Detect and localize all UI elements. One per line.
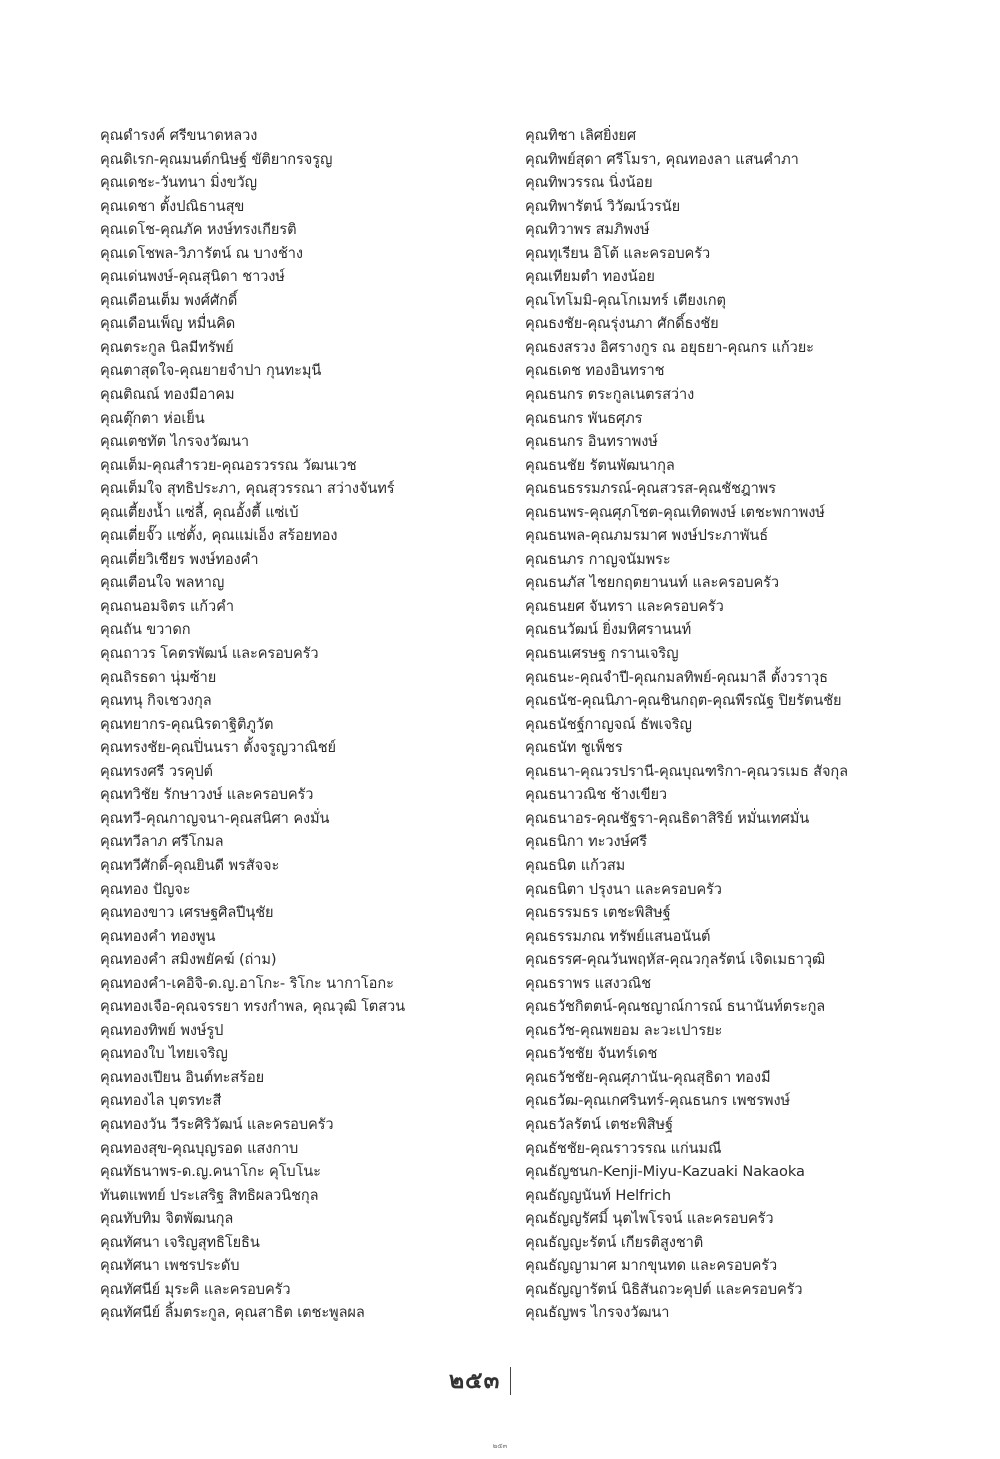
- name-entry: คุณธนิกา ทะวงษ์ศรี: [525, 833, 647, 851]
- name-entry: คุณถัน ขวาดก: [100, 621, 191, 639]
- name-entry: คุณเดชา ตั้งปณิธานสุข: [100, 197, 245, 215]
- name-entry: คุณธวัชกิตตน์-คุณชญาณ์การณ์ ธนานันท์ตระกูล: [525, 998, 826, 1016]
- name-entry: คุณถาวร โคตรพัฒน์ และครอบครัว: [100, 645, 319, 663]
- name-entry: คุณเต็มใจ สุทธิประภา, คุณสุวรรณา สว่างจันทร์: [100, 480, 395, 498]
- name-entry: คุณทวีศักดิ์-คุณยินดี พรสัจจะ: [100, 856, 280, 874]
- name-entry: คุณทองคำ ทองพูน: [100, 927, 216, 945]
- name-entry: คุณธนาอร-คุณชัฐรา-คุณธิดาสิริย์ หมั่นเทศมั่น: [525, 809, 810, 827]
- name-entry: คุณทองวัน วีระศิริวัฒน์ และครอบครัว: [100, 1115, 334, 1133]
- name-entry: คุณทุเรียน อิโต้ และครอบครัว: [525, 244, 711, 262]
- name-entry: คุณทัธนาพร-ด.ญ.คนาโกะ คุโบโนะ: [100, 1163, 321, 1181]
- name-entry: คุณธัญชนก-Kenji-Miyu-Kazuaki Nakaoka: [525, 1163, 805, 1181]
- name-entry: คุณธัญพร ไกรจงวัฒนา: [525, 1304, 670, 1322]
- name-entry: คุณธนะ-คุณจำปี-คุณกมลทิพย์-คุณมาลี ตั้งวราวุธ: [525, 668, 828, 686]
- name-entry: คุณตาสุดใจ-คุณยายจำปา กุนทะมุนี: [100, 362, 322, 380]
- name-entry: คุณเดโช-คุณภัค หงษ์ทรงเกียรติ: [100, 221, 297, 239]
- name-entry: คุณธวัชชัย-คุณศุภานัน-คุณสุธิดา ทองมี: [525, 1068, 771, 1086]
- name-entry: คุณทองสุข-คุณบุญรอด แสงกาบ: [100, 1139, 299, 1157]
- name-entry: คุณธรรมภณ ทรัพย์แสนอนันต์: [525, 927, 711, 945]
- name-entry: คุณเตชทัต ไกรจงวัฒนา: [100, 433, 249, 451]
- name-entry: คุณธัชชัย-คุณราวรรณ แก่นมณี: [525, 1139, 722, 1157]
- name-entry: คุณธัญญารัตน์ นิธิสันถวะคุปต์ และครอบครัว: [525, 1280, 803, 1298]
- name-entry: คุณธัญญะรัตน์ เกียรติสูงชาติ: [525, 1233, 704, 1251]
- name-entry: คุณธนัท ชูเพ็ชร: [525, 739, 623, 757]
- name-entry: คุณธนชัย รัตนพัฒนากุล: [525, 456, 675, 474]
- page-number: ๒๕๓: [449, 1368, 501, 1394]
- name-entry: คุณเต็ม-คุณสำรวย-คุณอรวรรณ วัฒนเวช: [100, 456, 357, 474]
- name-entry: คุณธนเศรษฐ กรานเจริญ: [525, 645, 679, 663]
- name-entry: คุณทนุ กิจเชวงกุล: [100, 692, 212, 710]
- name-entry: คุณทิพวรรณ นิ่งน้อย: [525, 174, 653, 192]
- name-entry: คุณธนกร อินทราพงษ์: [525, 433, 658, 451]
- name-entry: คุณธนภร กาญจนัมพระ: [525, 550, 671, 568]
- name-entry: คุณดำรงค์ ศรีขนาดหลวง: [100, 127, 258, 144]
- name-entry: คุณทองเปียน อินต์ทะสร้อย: [100, 1068, 265, 1086]
- name-entry: คุณเตี้ยงน้ำ แซ่ลี้, คุณอั้งตี้ แซ่เบ้: [100, 503, 299, 521]
- name-entry: คุณทอง ปัญจะ: [100, 880, 191, 898]
- page-number-small: ๒๕๓: [492, 1442, 508, 1450]
- name-entry: คุณธนัชฐ์กาญจณ์ ธัพเจริญ: [525, 715, 692, 733]
- name-entry: คุณทวีลาภ ศรีโกมล: [100, 833, 224, 851]
- name-entry: คุณธนวัฒน์ ยิ่งมหิศรานนท์: [525, 621, 692, 639]
- name-entry: คุณธนาวณิช ช้างเขียว: [525, 786, 667, 804]
- name-entry: คุณติณณ์ ทองมีอาคม: [100, 386, 235, 404]
- name-entry: คุณดิเรก-คุณมนต์กนิษฐ์ ขัติยากรจรูญ: [100, 150, 333, 168]
- name-entry: คุณเทียมตำ ทองน้อย: [525, 268, 655, 286]
- name-entry: คุณธนภัส ไชยกฤตยานนท์ และครอบครัว: [525, 574, 779, 592]
- name-entry: คุณทองเจือ-คุณจรรยา ทรงกำพล, คุณวุฒิ โตสวน: [100, 998, 405, 1016]
- page-number-divider: [510, 1367, 511, 1395]
- name-entry: คุณทรงชัย-คุณปิ่นนรา ตั้งจรูญวาณิชย์: [100, 739, 337, 757]
- name-entry: คุณธนิตา ปรุงนา และครอบครัว: [525, 880, 722, 898]
- name-entry: คุณถนอมจิตร แก้วคำ: [100, 597, 234, 615]
- name-entry: คุณธรรศ-คุณวันพฤหัส-คุณวกุลรัตน์ เจิดเมธาวุฒิ: [525, 951, 826, 969]
- name-entry: คุณธัญญามาศ มากขุนทด และครอบครัว: [525, 1257, 778, 1275]
- name-entry: คุณทวี-คุณกาญจนา-คุณสนิศา คงมั่น: [100, 809, 330, 827]
- name-entry: คุณธงสรวง อิศรางกูร ณ อยุธยา-คุณกร แก้วยะ: [525, 338, 814, 356]
- name-entry: คุณธนิต แก้วสม: [525, 856, 626, 874]
- name-entry: คุณธนกร พันธศุภร: [525, 409, 643, 427]
- name-entry: ทันตแพทย์ ประเสริฐ สิทธิผลวนิชกุล: [100, 1186, 319, 1204]
- name-entry: คุณธนา-คุณวรปรานี-คุณบุณฑริกา-คุณวรเมธ สัจกุล: [525, 762, 848, 780]
- name-entry: คุณทยากร-คุณนิรดาฐิติภูวัต: [100, 715, 274, 733]
- name-entry: คุณเดโชพล-วิภารัตน์ ณ บางช้าง: [100, 244, 303, 262]
- name-entry: คุณทิพย์สุดา ศรีโมรา, คุณทองลา แสนคำภา: [525, 150, 799, 168]
- name-entry: คุณธนัช-คุณนิภา-คุณชินกฤต-คุณพีรณัฐ ปิยรัตนชัย: [525, 692, 842, 710]
- name-entry: คุณเตือนใจ พลหาญ: [100, 574, 225, 592]
- name-entry: คุณเตี่ยจั๊ว แซ่ตั้ง, คุณแม่เอ็ง สร้อยทอง: [100, 527, 338, 545]
- name-entry: คุณธนธรรมภรณ์-คุณสวรส-คุณชัชฎาพร: [525, 480, 776, 498]
- name-entry: คุณธวัลรัตน์ เตชะพิสิษฐ์: [525, 1115, 673, 1133]
- name-entry: คุณธัญญนันท์ Helfrich: [525, 1186, 672, 1204]
- name-entry: คุณทองคำ-เคอิจิ-ด.ญ.อาโกะ- ริโกะ นากาโอกะ: [100, 974, 394, 992]
- name-entry: คุณเดือนเต็ม พงศ์ศักดิ์: [100, 291, 238, 309]
- name-entry: คุณทองใบ ไทยเจริญ: [100, 1045, 228, 1063]
- name-entry: คุณทรงศรี วรคุปต์: [100, 762, 213, 780]
- name-entry: คุณตุ๊กตา ห่อเย็น: [100, 409, 205, 427]
- name-entry: คุณทิวาพร สมภิพงษ์: [525, 221, 650, 239]
- name-entry: คุณทับทิม จิตพัฒนกุล: [100, 1210, 234, 1228]
- name-entry: คุณธวัช-คุณพยอม ละวะเปารยะ: [525, 1021, 723, 1039]
- name-entry: คุณทัศนา เพชรประดับ: [100, 1257, 240, 1275]
- name-entry: คุณทิพารัตน์ วิวัฒน์วรนัย: [525, 197, 681, 215]
- name-entry: คุณตระกูล นิลมีทรัพย์: [100, 338, 234, 356]
- name-entry: คุณธงชัย-คุณรุ่งนภา ศักดิ์ธงชัย: [525, 315, 719, 333]
- name-entry: คุณธราพร แสงวณิช: [525, 974, 652, 992]
- name-entry: คุณทองคำ สมิงพยัคฆ์ (ถ่าม): [100, 951, 277, 969]
- right-name-column: [525, 124, 965, 1325]
- page-number-block: [449, 1366, 511, 1396]
- name-entry: คุณเตี่ยวิเชียร พงษ์ทองคำ: [100, 550, 259, 568]
- name-entry: คุณธัญญรัศมิ์ นุตไพโรจน์ และครอบครัว: [525, 1210, 774, 1228]
- name-entry: คุณเดชะ-วันทนา มิ่งขวัญ: [100, 174, 257, 192]
- name-entry: คุณธนยศ จันทรา และครอบครัว: [525, 597, 724, 615]
- name-entry: คุณธนพล-คุณภมรมาศ พงษ์ประภาพันธ์: [525, 527, 769, 545]
- name-entry: คุณธวัชชัย จันทร์เดช: [525, 1045, 658, 1063]
- name-entry: คุณธรรมธร เตชะพิสิษฐ์: [525, 904, 671, 922]
- name-entry: คุณธนกร ตระกูลเนตรสว่าง: [525, 386, 695, 404]
- name-entry: คุณทัศนีย์ ลิ้มตระกูล, คุณสาธิต เตชะพูลผล: [100, 1304, 365, 1322]
- name-entry: คุณทองทิพย์ พงษ์รูป: [100, 1021, 224, 1039]
- name-entry: คุณทวิชัย รักษาวงษ์ และครอบครัว: [100, 786, 314, 804]
- left-name-column: [100, 124, 510, 1325]
- name-entry: คุณทัศนีย์ มุระคิ และครอบครัว: [100, 1280, 291, 1298]
- name-entry: คุณเด่นพงษ์-คุณสุนิดา ชาวงษ์: [100, 268, 285, 286]
- name-entry: คุณทองไล บุตรทะสี: [100, 1092, 222, 1110]
- name-entry: คุณทิชา เลิศยิ่งยศ: [525, 127, 637, 144]
- name-entry: คุณเดือนเพ็ญ หมื่นคิด: [100, 315, 236, 333]
- name-entry: คุณธเดช ทองอินทราช: [525, 362, 665, 380]
- name-entry: คุณทัศนา เจริญสุทธิโยธิน: [100, 1233, 260, 1251]
- name-entry: คุณธนพร-คุณศุภโชต-คุณเทิดพงษ์ เตชะพกาพงษ์: [525, 503, 825, 521]
- name-entry: คุณถิรธดา นุ่มซ้าย: [100, 668, 217, 686]
- name-entry: คุณธวัฒ-คุณเกศรินทร์-คุณธนกร เพชรพงษ์: [525, 1092, 790, 1110]
- name-entry: คุณโทโมมิ-คุณโกเมทร์ เตียงเกตุ: [525, 291, 726, 309]
- name-entry: คุณทองขาว เศรษฐศิลปีนุชัย: [100, 904, 274, 922]
